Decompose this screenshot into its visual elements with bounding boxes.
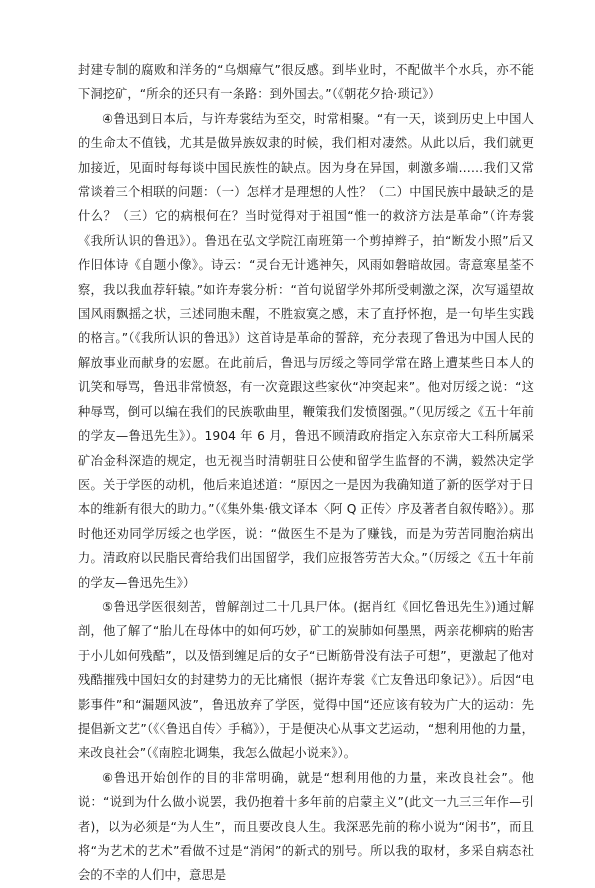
paragraph-2: ④鲁迅到日本后，与许寿裳结为至交，时常相聚。“有一天，谈到历史上中国人的生命太不值钱，尤其是做异族奴隶的时候，我们相对凄然。从此以后，我们就更加接近，见面时每每谈中国民族性的缺点。因为身在异国，刺激多端……我们又常常谈着三个相联的问题：（一）怎样才是理想的人性？（二）中国民族中最缺乏的是什么？（三）它的病根何在？当时觉得对于祖国“惟一的救济方法是革命”（许寿裳《我所认识的鲁迅》）。鲁迅在弘文学院江南班第一个剪掉辫子，拍“断发小照”后又作旧体诗《自题小像》。诗云：“灵台无计逃神矢，风雨如磐暗故园。寄意寒星荃不察，我以我血荐轩辕。”如许寿裳分析：“首句说留学外邦所受刺激之深，次写遥望故国风雨飘摇之状，三述同胞未醒，不胜寂寞之感，末了直抒怀抱，是一句毕生实践的格言。”（《我所认识的鲁迅》）这首诗是革命的誓辞，充分表现了鲁迅为中国人民的解放事业而献身的宏愿。在此前后，鲁迅与厉绥之等同学常在路上遭某些日本人的讥笑和辱骂，鲁迅非常愤怒，有一次竟跟这些家伙“冲突起来”。他对厉绥之说：“这种辱骂，倒可以编在我们的民族歌曲里，鞭策我们发愤图强。”（见厉绥之《五十年前的学友—鲁迅先生》）。1904 年 6 月，鲁迅不顾清政府指定入东京帝大工科所属采矿冶金科深造的规定，也无视当时清朝驻日公使和留学生监督的不满，毅然决定学医。关于学医的动机，他后来追述道：“原因之一是因为我确知道了新的医学对于日本的维新有很大的助力。”（《集外集·俄文译本〈阿 Q 正传〉序及著者自叙传略》）。那时他还劝同学厉绥之也学医，说：“做医生不是为了赚钱，而是为劳苦同胞治病出力。清政府以民脂民膏给我们出国留学，我们应报答劳苦大众。”（厉绥之《五十年前的学友—鲁迅先生》）	[78, 111, 534, 590]
paragraph-1: 封建专制的腐败和洋务的“乌烟瘴气”很反感。到毕业时，不配做半个水兵，亦不能下洞挖矿，“所余的还只有一条路：到外国去。”（《朝花夕拾·琐记》）	[78, 63, 534, 102]
paragraph-4: ⑥鲁迅开始创作的目的非常明确，就是“想利用他的力量，来改良社会”。他说：“说到为什么做小说罢，我仍抱着十多年前的启蒙主义”(此文一九三三年作—引者)，以为必须是“为人生”，而且要改良人生。我深恶先前的称小说为“闲书”，而且将“为艺术的艺术”看做不过是“消闲”的新式的别号。所以我的取材，多采自病态社会的不幸的人们中，意思是	[78, 770, 534, 883]
paragraph-3: ⑤鲁迅学医很刻苦，曾解剖过二十几具尸体。(据肖红《回忆鲁迅先生》)通过解剖，他了解了“胎儿在母体中的如何巧妙，矿工的炭肺如何墨黑，两亲花柳病的贻害于小儿如何残酷”，以及悟到缠足后的女子“已断筋骨没有法子可想”，更激起了他对残酷摧残中国妇女的封建势力的无比痛恨（据许寿裳《亡友鲁迅印象记》）。后因“电影事件”和“漏题风波”，鲁迅放弃了学医，觉得中国“还应该有较为广大的运动：先提倡新文艺”（《〈鲁迅自传〉手稿》），于是便决心从事文艺运动，“想利用他的力量，来改良社会”（《南腔北调集，我怎么做起小说来》）。	[78, 599, 534, 761]
document-page	[78, 58, 534, 888]
